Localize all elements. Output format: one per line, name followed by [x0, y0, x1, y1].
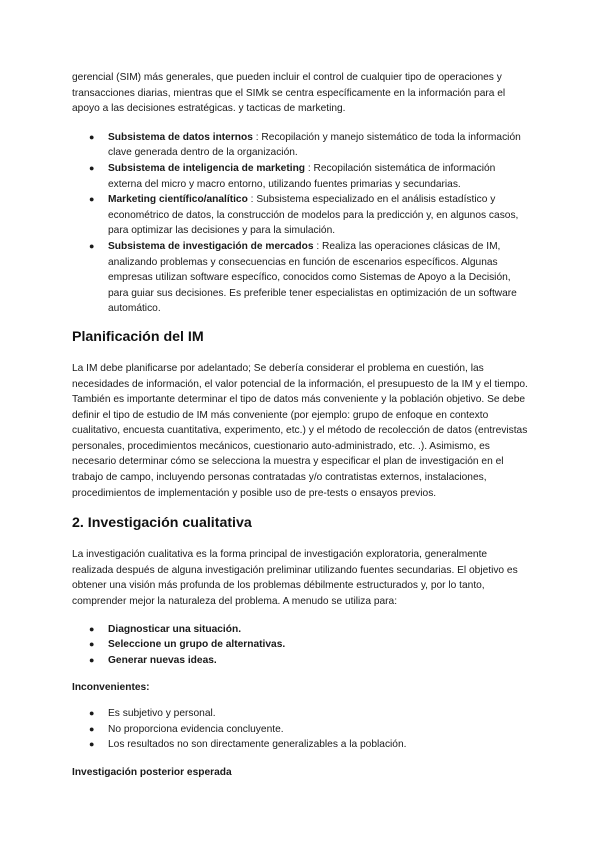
list-item: [72, 722, 530, 738]
subsystem-text: : Recopilación y manejo sistemático de toda la información clave generada dentro de la organización.: [108, 131, 521, 159]
inconveniente-text: No proporciona evidencia concluyente.: [108, 723, 284, 735]
subsystem-list: [72, 130, 530, 317]
planificacion-paragraph: La IM debe planificarse por adelantado; Se debería considerar el problema en cuestión, las necesidades de información, el valor potencial de la información, el presupuesto de la IM y el tiempo. También es importante determinar el tipo de datos más conveniente y la población objetivo. Se debe definir el tipo de estudio de IM más conveniente (por ejemplo: grupo de enfoque en contexto cualitativo, encuesta cuantitativa, experimento, etc.) y el método de recolección de datos (entrevistas personales, procedimientos mecánicos, cuestionario auto-administrado, etc. .). Asimismo, es necesario determinar cómo se selecciona la muestra y especificar el plan de investigación en el trabajo de campo, incluyendo personas contratadas y/o contratistas externos, instalaciones, procedimientos de implementación y posible uso de pre-tests o ensayos previos.: [72, 362, 528, 499]
subsystem-text: : Recopilación sistemática de información externa del micro y macro entorno, utilizando fuentes primarias y secundarias.: [108, 162, 496, 190]
uses-list: [72, 622, 530, 669]
list-item: [72, 130, 530, 161]
bullet-icon: ●: [89, 162, 95, 173]
inconvenientes-list: [72, 706, 530, 753]
subsystem-text: : Realiza las operaciones clásicas de IM, analizando problemas y consecuencias en función de escenarios específicos. Algunas empresas utilizan software específico, conocidos como Sistemas de Apoyo a la Decisión, para guiar sus decisiones. Es preferible tener especialistas en optimización de un software automático.: [108, 240, 517, 315]
list-item: [72, 737, 530, 753]
use-text: Generar nuevas ideas.: [108, 654, 217, 666]
document-page: [72, 70, 530, 780]
bullet-icon: ●: [89, 739, 95, 750]
section-heading-planificacion: Planificación del IM: [72, 328, 204, 345]
bullet-icon: ●: [89, 654, 95, 665]
cualitativa-paragraph: La investigación cualitativa es la forma principal de investigación exploratoria, generalmente realizada después de alguna investigación preliminar utilizando fuentes secundarias. El objetivo es obtener una visión más profunda de los problemas débilmente estructurados y, por lo tanto, comprender mejor la naturaleza del problema. A menudo se utiliza para:: [72, 549, 518, 608]
subsystem-title: Subsistema de investigación de mercados: [108, 240, 314, 252]
bullet-icon: ●: [89, 639, 95, 650]
list-item: [72, 192, 530, 239]
list-item: [72, 239, 530, 317]
list-item: [72, 161, 530, 192]
subsystem-title: Marketing científico/analítico: [108, 194, 248, 206]
use-text: Seleccione un grupo de alternativas.: [108, 639, 286, 651]
intro-paragraph: gerencial (SIM) más generales, que pueden incluir el control de cualquier tipo de operaciones y transacciones diarias, mientras que el SIMk se centra específicamente en la información para el apoyo a las decisiones estratégicas. y tacticas de marketing.: [72, 72, 506, 115]
subsystem-title: Subsistema de datos internos: [108, 131, 253, 143]
bullet-icon: ●: [89, 708, 95, 718]
bullet-icon: ●: [89, 131, 95, 142]
list-item: [72, 653, 530, 669]
inconvenientes-heading: Inconvenientes:: [72, 682, 150, 694]
bullet-icon: ●: [89, 194, 95, 205]
bullet-icon: ●: [89, 240, 95, 251]
subsystem-title: Subsistema de inteligencia de marketing: [108, 162, 306, 174]
list-item: [72, 706, 530, 722]
inconveniente-text: Los resultados no son directamente generalizables a la población.: [108, 739, 407, 751]
list-item: [72, 622, 530, 638]
inconveniente-text: Es subjetivo y personal.: [108, 708, 216, 719]
list-item: [72, 637, 530, 653]
subsystem-text: : Subsistema especializado en el análisis estadístico y econométrico de datos, la construcción de modelos para la predicción y, en algunos casos, para optimizar las decisiones y para la simulación.: [108, 194, 519, 237]
use-text: Diagnosticar una situación.: [108, 623, 242, 635]
posterior-heading: Investigación posterior esperada: [72, 766, 232, 778]
bullet-icon: ●: [89, 723, 95, 734]
bullet-icon: ●: [89, 623, 95, 634]
section-heading-cualitativa: 2. Investigación cualitativa: [72, 515, 252, 532]
